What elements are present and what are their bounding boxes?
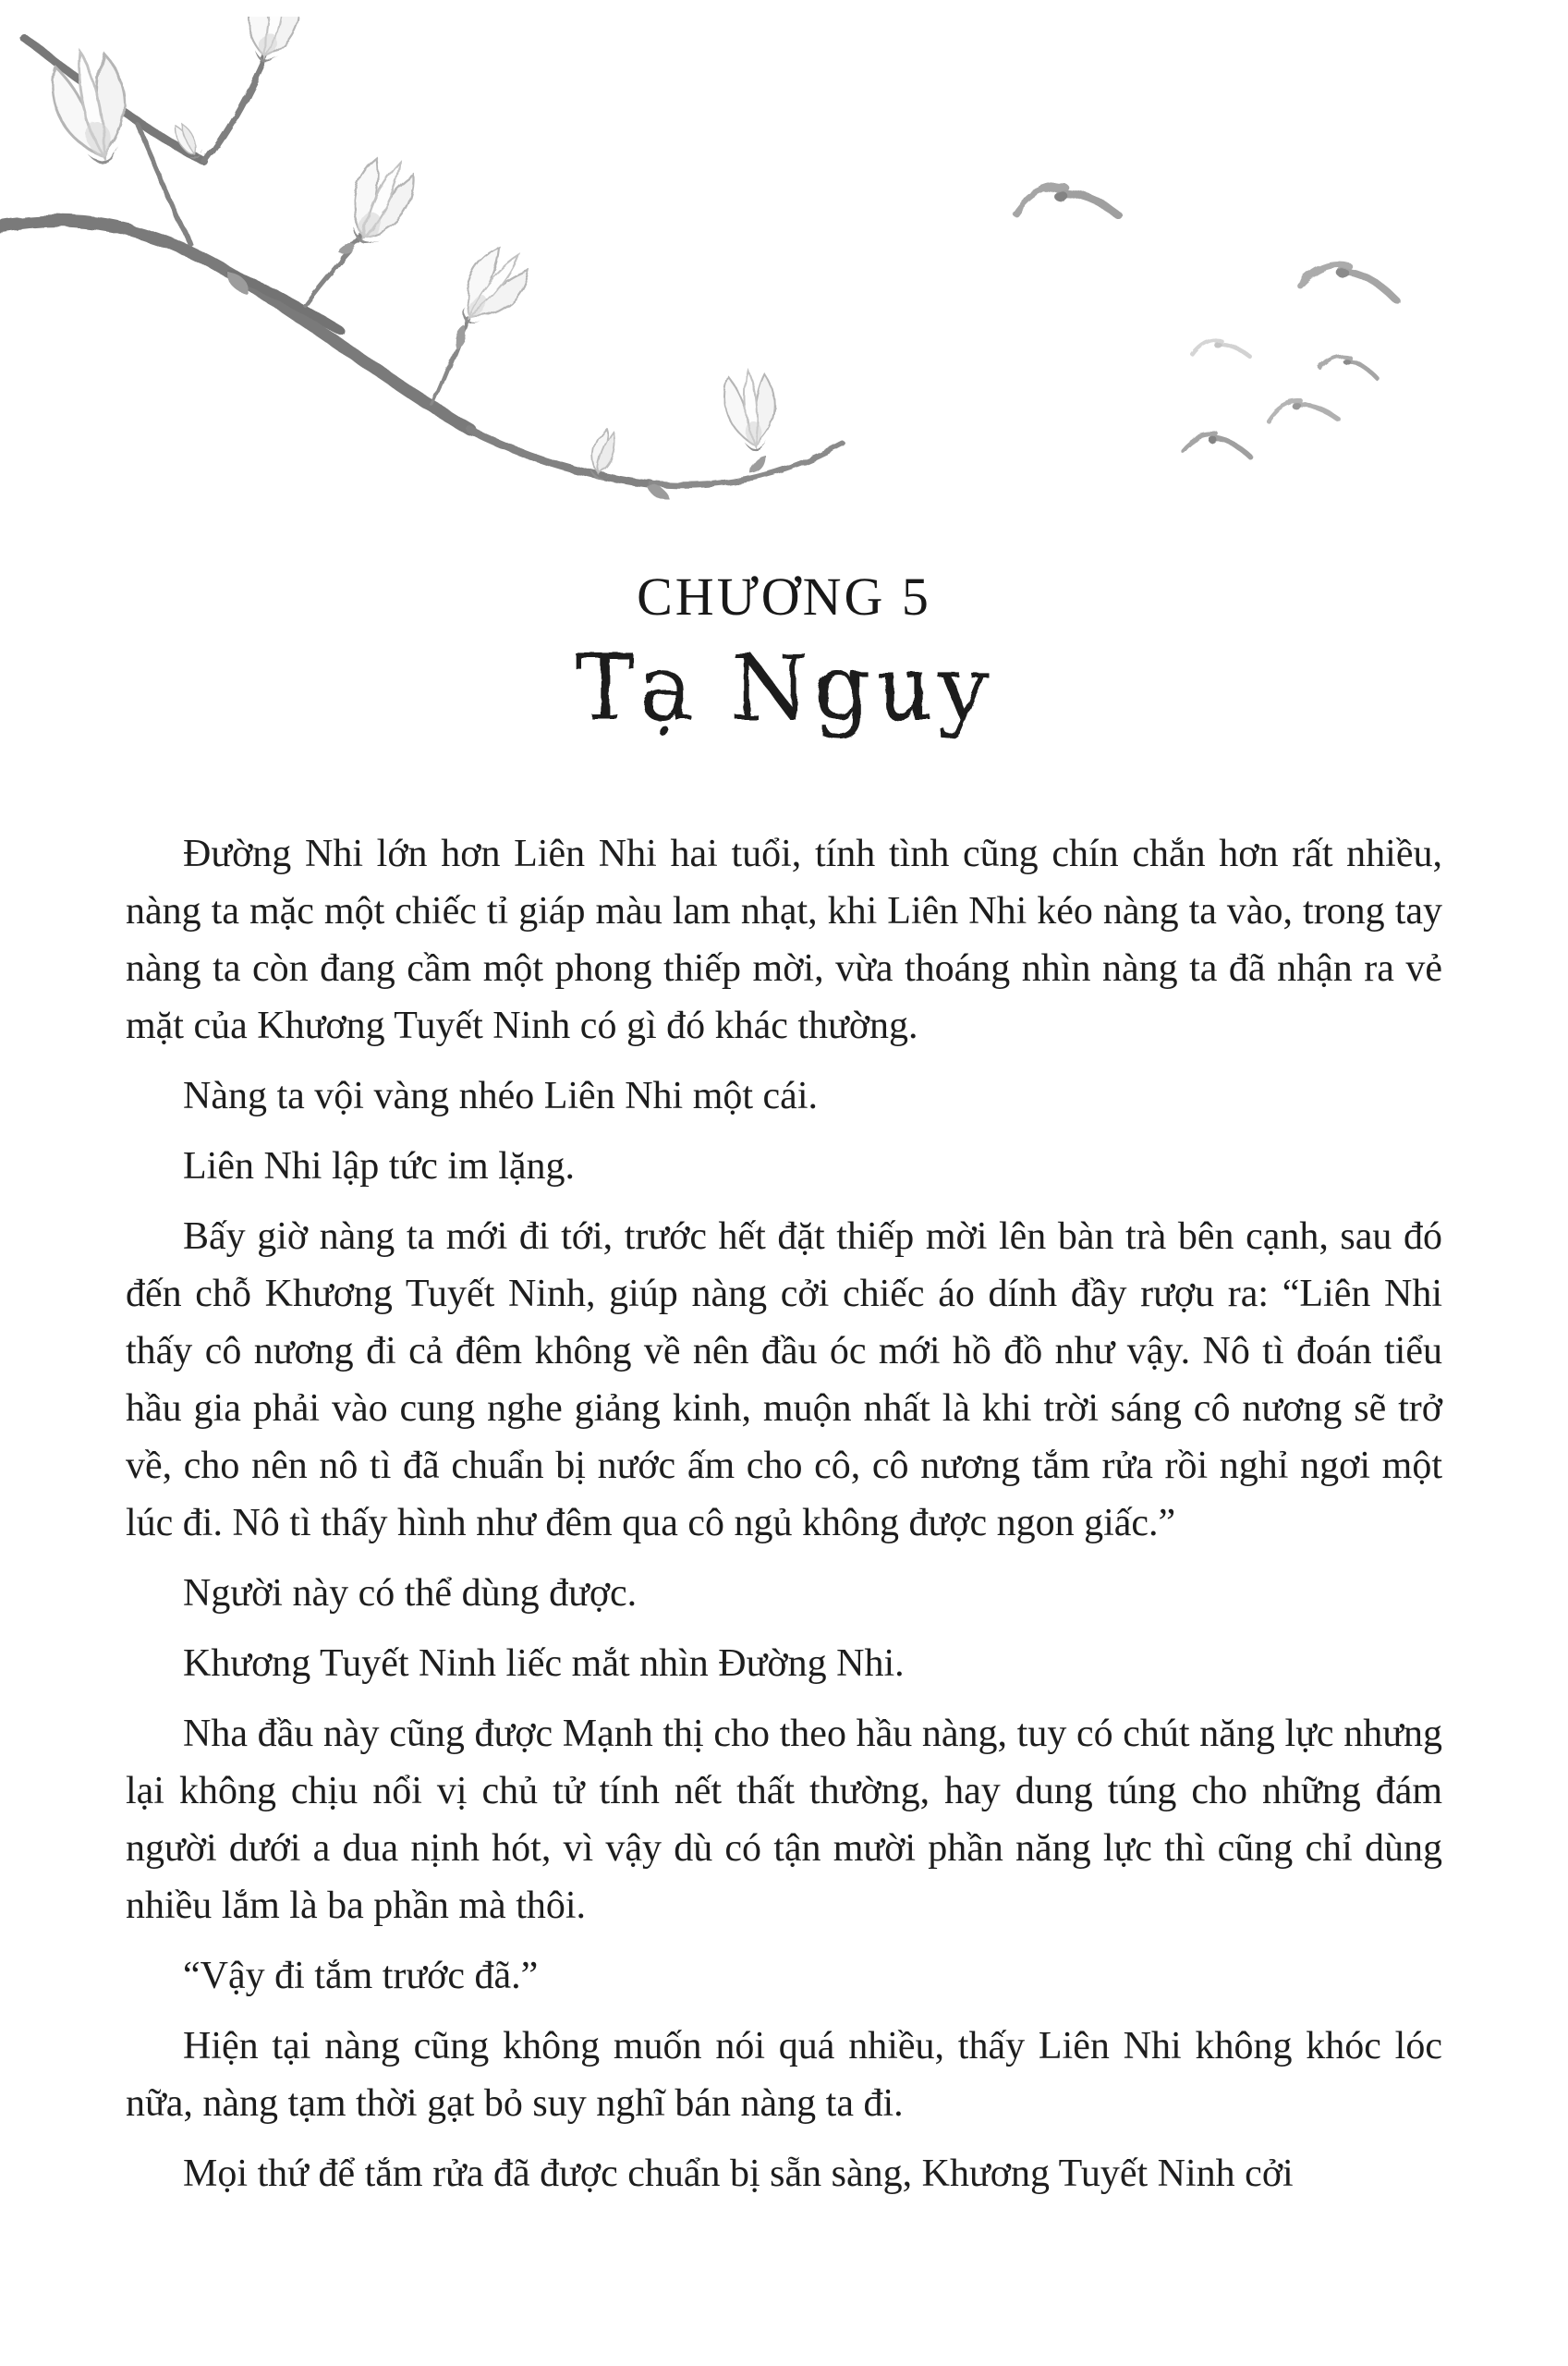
paragraph: Hiện tại nàng cũng không muốn nói quá nhiều, thấy Liên Nhi không khóc lóc nữa, nàng tạm thời gạt bỏ suy nghĩ bán nàng ta đi. (126, 2025, 1442, 2125)
paragraph: Nha đầu này cũng được Mạnh thị cho theo hầu nàng, tuy có chút năng lực nhưng lại không chịu nổi vị chủ tử tính nết thất thường, hay dung túng cho những đám người dưới a dua nịnh hót, vì vậy dù có tận mười phần năng lực thì cũng chỉ dùng nhiều lắm là ba phần mà thôi. (126, 1713, 1442, 1927)
magnolia-branch-illustration (0, 17, 850, 553)
body-text (126, 825, 1442, 2215)
paragraph: Liên Nhi lập tức im lặng. (183, 1145, 575, 1188)
birds-illustration (996, 168, 1440, 501)
chapter-label: CHƯƠNG 5 (637, 567, 931, 627)
paragraph: Mọi thứ để tắm rửa đã được chuẩn bị sẵn sàng, Khương Tuyết Ninh cởi (183, 2153, 1294, 2195)
paragraph: Đường Nhi lớn hơn Liên Nhi hai tuổi, tính tình cũng chín chắn hơn rất nhiều, nàng ta mặc một chiếc tỉ giáp màu lam nhạt, khi Liên Nhi kéo nàng ta vào, trong tay nàng ta còn đang cầm một phong thiếp mời, vừa thoáng nhìn nàng ta đã nhận ra vẻ mặt của Khương Tuyết Ninh có gì đó khác thường. (126, 833, 1442, 1047)
paragraph: Khương Tuyết Ninh liếc mắt nhìn Đường Nhi. (183, 1642, 905, 1685)
paragraph: Nàng ta vội vàng nhéo Liên Nhi một cái. (183, 1075, 818, 1117)
paragraph: Bấy giờ nàng ta mới đi tới, trước hết đặt thiếp mời lên bàn trà bên cạnh, sau đó đến chỗ Khương Tuyết Ninh, giúp nàng cởi chiếc áo dính đầy rượu ra: “Liên Nhi thấy cô nương đi cả đêm không về nên đầu óc mới hồ đồ như vậy. Nô tì đoán tiểu hầu gia phải vào cung nghe giảng kinh, muộn nhất là khi trời sáng cô nương sẽ trở về, cho nên nô tì đã chuẩn bị nước ấm cho cô, cô nương tắm rửa rồi nghỉ ngơi một lúc đi. Nô tì thấy hình như đêm qua cô ngủ không được ngon giấc.” (126, 1215, 1442, 1544)
chapter-title: Tạ Nguy (575, 636, 993, 740)
paragraph: Người này có thể dùng được. (183, 1572, 638, 1615)
paragraph: “Vậy đi tắm trước đã.” (183, 1955, 539, 1997)
